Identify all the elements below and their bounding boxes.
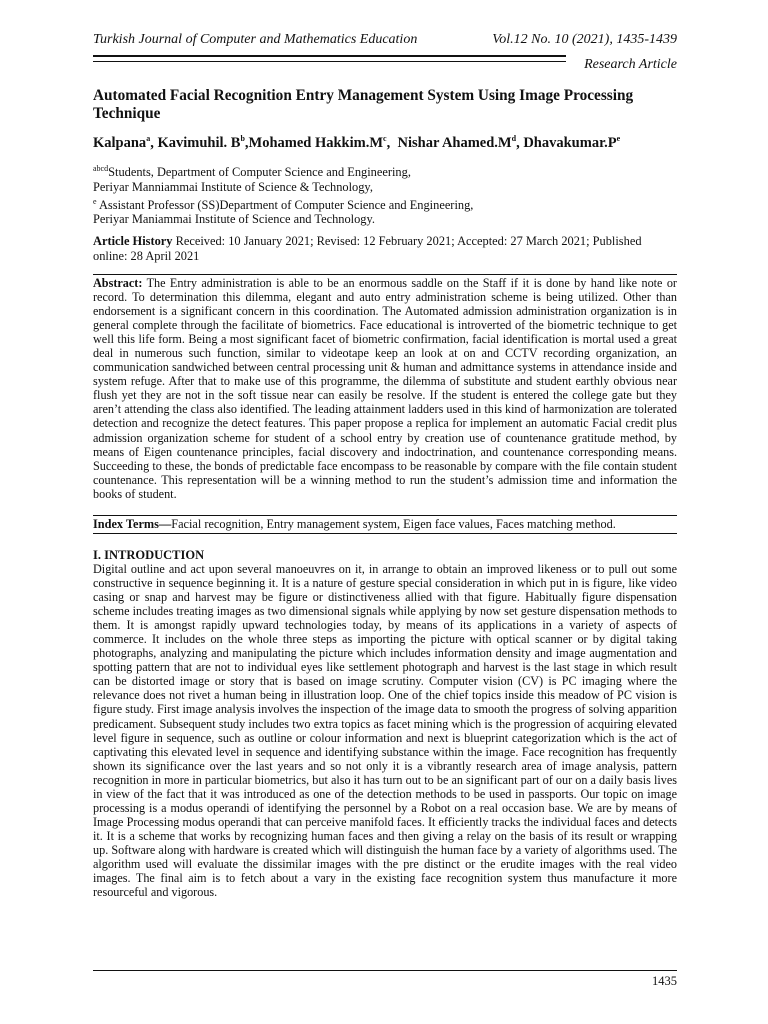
author-name: Dhavakumar.P [523, 134, 617, 151]
affiliation-line: Periyar Manniammai Institute of Science & Technology, [93, 179, 373, 194]
article-history-text: Received: 10 January 2021; Revised: 12 February 2021; Accepted: 27 March 2021; Published online: 28 April 2021 [93, 234, 642, 263]
abstract-label: Abstract: [93, 276, 143, 290]
index-terms-label: Index Terms— [93, 517, 172, 531]
author-sup: c [383, 134, 387, 143]
volume-info: Vol.12 No. 10 (2021), 1435-1439 [492, 32, 677, 47]
affiliation-line: $^{abcd}$Students, Department of Computer Science and Engineering, [93, 164, 411, 180]
author-sup: d [511, 134, 517, 143]
paper-title: Automated Facial Recognition Entry Management System Using Image Processing Technique [93, 87, 634, 122]
article-history [93, 234, 677, 264]
header-rule-thick [93, 55, 566, 57]
author-list: Kalpana$^a$, Kavimuhil. $B^b,Mohamed$ $Hakkim.M^c$, Nishar $Ahamed.M^d$, $Dhavakumar.P^e$ [93, 134, 621, 151]
journal-name: Turkish Journal of Computer and Mathematics Education [93, 32, 418, 47]
author-name: Kavimuhil. B [157, 134, 241, 151]
affiliation-line: Periyar Maniammai Institute of Science and Technology. [93, 212, 375, 227]
page-number: 1435 [652, 974, 677, 988]
author-name: Kalpana [93, 134, 147, 151]
author-sup: a [146, 134, 151, 143]
introduction-text: Digital outline and act upon several manoeuvres on it, in arrange to obtain an improved likeness or to pull out some constructive in sequence beginning it. It is a nature of gesture special consideration in which put in is figure, like video casing or snap and harvest may be figure or distinctiveness allied with that figure. Habitually figure dispensation scheme includes treating images as two dimensional signals while applying by now set gesture dispensation methods to them. It is amongst rapidly upward technologies today, by means of its applications in a variety of aspects of commerce. It includes on the whole three steps as importing the picture with optical scanner or by digital taking photographs, analyzing and manipulating the picture which includes information density and image augmentation and spotting pattern that are not to individual eyes like settlement photograph and harvest is the last stage in which result can be distorted image or story that is based on image scrutiny. Computer vision (CV) is PC imaging where the relevance does not rivet a human being in illustration loop. One of the chief topics inside this meadow of PC vision is figure study. First image analysis involves the inspection of the image data to smooth the progress of solving apparition predicament. Subsequent study includes two extra topics as facet mining which is the progression of acquiring elevated level figure in sequence, such as outline or colour information and next is blueprint categorization which is the act of captivating this elevated level in sequence and identifying substance within the image. Face recognition has frequently shown its significance over the last years and so not only it is a vibrantly research area of image analysis, pattern recognition in more in particular biometrics, but also it has turn out to be an significant part of our on a daily basis lives in view of the fact that it was introduced as one of the detection methods to be used in passports. Our topic on image processing is a modus operandi of identifying the personnel by a Robot on a real occasion base. We are by means of Image Processing modus operandi that can perceive manifold faces. It efficiently tracks the individual faces and detects it. It is a scheme that works by recognizing human faces and then giving a relay on the basis of its result or wrapping up. Software along with hardware is created which will distinguish the human face by a variety of algorithms used. The algorithm used will evaluate the dissimilar images with the pre distinct or the erudite images with the real video images. The final aim is to fetch about a vary in the existing face recognition system thus manufacture it more resourceful and vigorous. [93, 562, 677, 900]
abstract-rule-bottom [93, 533, 677, 534]
abstract [93, 276, 677, 501]
author-sup: e [616, 134, 621, 143]
affiliation-line: $^e$ Assistant Professor (SS)Department of Computer Science and Engineering, [93, 196, 474, 212]
footer-rule [93, 970, 677, 971]
header-rule-thin [93, 61, 566, 62]
abstract-rule-top [93, 274, 677, 275]
affiliations [93, 162, 677, 227]
author-name: Mohamed Hakkim.M [248, 134, 384, 151]
abstract-rule-mid [93, 515, 677, 516]
author-name: Nishar Ahamed.M [397, 134, 512, 151]
article-history-label: Article History [93, 234, 173, 248]
author-sup: b [240, 134, 245, 143]
section-heading: I. INTRODUCTION [93, 548, 205, 562]
index-terms [93, 517, 677, 531]
article-type: Research Article [584, 57, 677, 72]
abstract-text: The Entry administration is able to be an enormous saddle on the Staff if it is done by hand like note or record. To determination this dilemma, elegant and auto entry administration scheme is being utilized. Other than endorsement is a significant concern in this coordination. The Automated admission administration organization is in general complete through the facilitate of biometrics. Face educational is introverted of the biometric technique to get well this life form. Being a most significant facet of biometric confirmation, facial identification is mortal used a great deal in numerous such function, similar to videotape keep an look at on and CCTV recording organization, an communication sandwiched between central processing unit & human and admittance systems in attendance inside and system refuge. After that to make use of this programme, the dilemma of substitute and student earthly obvious near flush yet they are not in the soft tissue near can easily be resolve. If the student is entered the college gate but they aren’t attending the class also identified. The leading attainment ladders used in this kind of harmonization are tolerated detection and recognize the detect features. This paper propose a replica for implement an automatic Facial credit plus admission organization scheme for student of a school entry by creation use of countenance gratitude method, by means of Eigen countenance principles, facial discovery and indoctrination, and countenance corresponding means. Succeeding to these, the bonds of predictable face encompass to be reasonable by compare with the file contain student countenance. This representation will be a winning method to run the student’s admission time and information the books of student. [93, 276, 677, 501]
index-terms-text: Facial recognition, Entry management system, Eigen face values, Faces matching method. [171, 517, 616, 531]
paper-page [93, 0, 677, 1024]
